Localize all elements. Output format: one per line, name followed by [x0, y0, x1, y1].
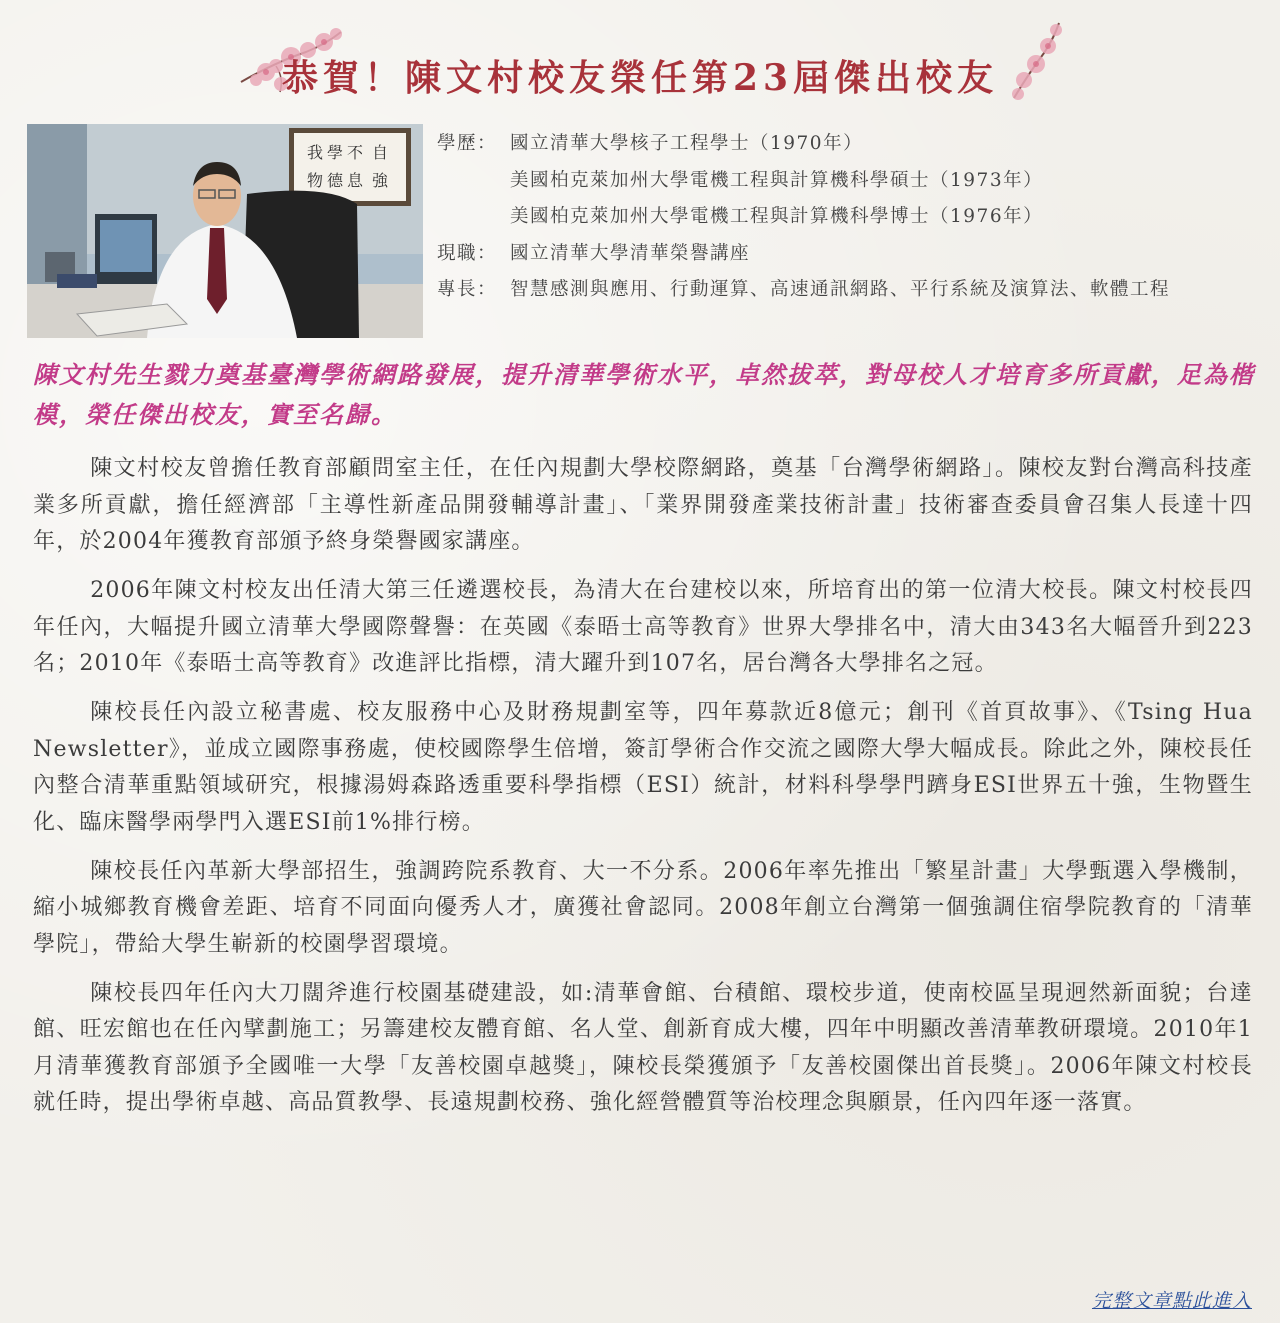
tagline: 陳文村先生戮力奠基臺灣學術網路發展，提升清華學術水平，卓然拔萃，對母校人才培育多所貢獻，足為楷模，榮任傑出校友，實至名歸。 — [33, 360, 1255, 429]
expertise-label: 專長： — [437, 279, 498, 300]
page-title: 恭賀！陳文村校友榮任第23屆傑出校友 — [281, 57, 999, 99]
full-article-link[interactable]: 完整文章點此進入 — [1091, 1290, 1252, 1312]
article-paragraph: 2006年陳文村校友出任清大第三任遴選校長，為清大在台建校以來，所培育出的第一位清大校長。陳文村校長四年任內，大幅提升國立清華大學國際聲譽：在英國《泰晤士高等教育》世界大學排名中，清大由343名大幅晉升到223名；2010年《泰晤士高等教育》改進評比指標，清大躍升到107名，居台灣各大學排名之冠。 — [33, 578, 1253, 676]
calligraphy-glyph: 不 — [347, 143, 364, 162]
article-paragraph: 陳校長任內革新大學部招生，強調跨院系教育、大一不分系。2006年率先推出「繁星計畫」大學甄選入學機制，縮小城鄉教育機會差距、培育不同面向優秀人才，廣獲社會認同。2008年創立台灣第一個強調住宿學院教育的「清華學院」，帶給大學生嶄新的校園學習環境。 — [33, 858, 1253, 957]
education-item: 美國柏克萊加州大學電機工程與計算機科學博士（1976年） — [510, 206, 1044, 227]
position-value: 國立清華大學清華榮譽講座 — [510, 242, 751, 264]
calligraphy-glyph: 強 — [372, 171, 389, 190]
position-row — [437, 236, 1257, 273]
education-item: 國立清華大學核子工程學士（1970年） — [510, 133, 864, 154]
profile-info — [437, 126, 1257, 309]
article-body — [33, 451, 1253, 1134]
education-label: 學歷： — [437, 133, 498, 154]
education-row — [437, 126, 1257, 236]
education-item: 美國柏克萊加州大學電機工程與計算機科學碩士（1973年） — [510, 169, 1044, 191]
calligraphy-glyph: 物 — [307, 171, 324, 190]
article-paragraph: 陳文村校友曾擔任教育部顧問室主任，在任內規劃大學校際網路，奠基「台灣學術網路」。陳校友對台灣高科技產業多所貢獻，擔任經濟部「主導性新產品開發輔導計畫」、「業界開發產業技術計畫」技術審查委員會召集人長達十四年，於2004年獲教育部頒予終身榮譽國家講座。 — [33, 456, 1253, 554]
calligraphy-glyph: 德 — [327, 171, 344, 190]
calligraphy-glyph: 自 — [372, 143, 389, 162]
article-paragraph: 陳校長四年任內大刀闊斧進行校園基礎建設，如:清華會館、台積館、環校步道，使南校區呈現迥然新面貌；台達館、旺宏館也在任內擘劃施工；另籌建校友體育館、名人堂、創新育成大樓，四年中明顯改善清華教研環境。2010年1月清華獲教育部頒予全國唯一大學「友善校園卓越獎」，陳校長榮獲頒予「友善校園傑出首長獎」。2006年陳文村校長就任時，提出學術卓越、高品質教學、長遠規劃校務、強化經營體質等治校理念與願景，任內四年逐一落實。 — [33, 980, 1253, 1115]
calligraphy-glyph: 學 — [327, 143, 344, 162]
calligraphy-glyph: 我 — [307, 143, 324, 162]
article-paragraph: 陳校長任內設立秘書處、校友服務中心及財務規劃室等，四年募款近8億元；創刊《首頁故事》、《Tsing Hua Newsletter》，並成立國際事務處，使校國際學生倍增，簽訂學術合作交流之國際大學大幅成長。除此之外，陳校長任內整合清華重點領域研究，根據湯姆森路透重要科學指標（ESI）統計，材料科學學門躋身ESI世界五十強，生物暨生化、臨床醫學兩學門入選ESI前1%排行榜。 — [33, 700, 1253, 835]
portrait-photo — [27, 124, 423, 338]
calligraphy-glyph: 息 — [347, 171, 364, 190]
position-label: 現職： — [437, 242, 498, 264]
expertise-row — [437, 272, 1257, 309]
expertise-value: 智慧感測與應用、行動運算、高速通訊網路、平行系統及演算法、軟體工程 — [510, 279, 1171, 300]
